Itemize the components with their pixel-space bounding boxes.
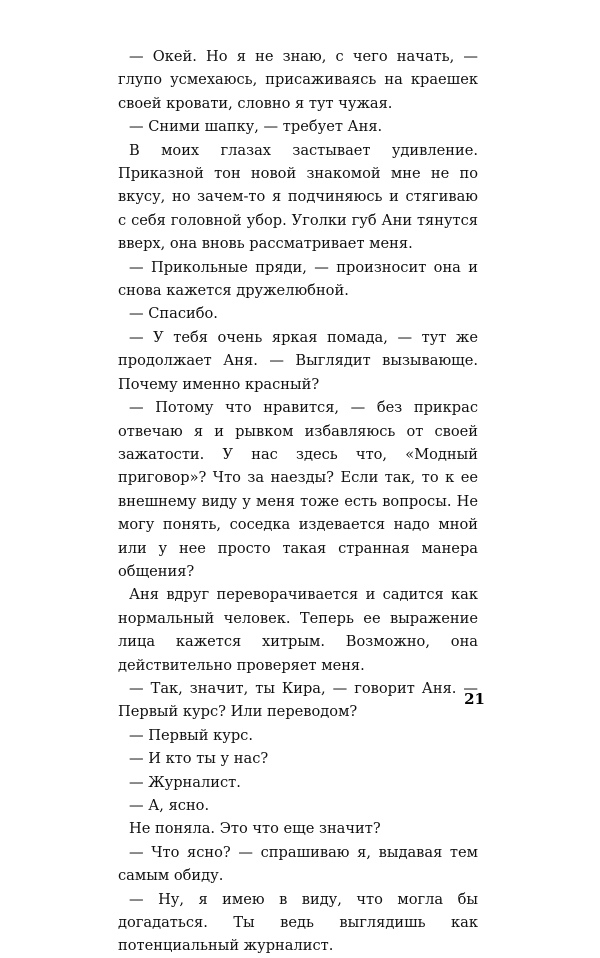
paragraph: — А, ясно. — [129, 797, 210, 814]
paragraph: — Спасибо. — [129, 305, 218, 323]
paragraph: — Ну, я имею в виду, что могла бы догадаться. Ты ведь выглядишь как потенциальный журналист. — [118, 890, 478, 955]
paragraph: — Сними шапку, — требует Аня. — [129, 118, 383, 136]
paragraph: — У тебя очень яркая помада, — тут же продолжает Аня. — Выглядит вызывающе. Почему именно красный? — [118, 328, 478, 393]
paragraph: — Журналист. — [129, 773, 241, 791]
page-number: 21 — [464, 690, 485, 708]
paragraph: В моих глазах застывает удивление. Приказной тон новой знакомой мне не по вкусу, но зачем-то я подчиняюсь и стягиваю с себя головной убор. Уголки губ Ани тянутся вверх, она вновь рассматривает меня. — [118, 141, 478, 253]
paragraph: — И кто ты у нас? — [129, 750, 269, 768]
paragraph: — Что ясно? — спрашиваю я, выдавая тем самым обиду. — [118, 843, 478, 885]
paragraph: — Потому что нравится, — без прикрас отвечаю я и рывком избавляюсь от своей зажатости. У нас здесь что, «Модный приговор»? Что за наезды? Если так, то к ее внешнему виду у меня тоже есть вопросы. Не могу понять, соседка издевается надо мной или у нее просто такая странная манера общения? — [118, 399, 478, 580]
paragraph: — Окей. Но я не знаю, с чего начать, — глупо усмехаюсь, присаживаясь на краешек своей кровати, словно я тут чужая. — [118, 48, 478, 112]
paragraph: — Так, значит, ты Кира, — говорит Аня. — Первый курс? Или переводом? — [118, 679, 478, 721]
body-text — [118, 45, 478, 958]
paragraph: Не поняла. Это что еще значит? — [129, 820, 381, 838]
paragraph: — Первый курс. — [129, 726, 253, 744]
paragraph: Аня вдруг переворачивается и садится как нормальный человек. Теперь ее выражение лица кажется хитрым. Возможно, она действительно проверяет меня. — [118, 586, 478, 674]
paragraph: — Прикольные пряди, — произносит она и снова кажется дружелюбной. — [118, 258, 478, 300]
